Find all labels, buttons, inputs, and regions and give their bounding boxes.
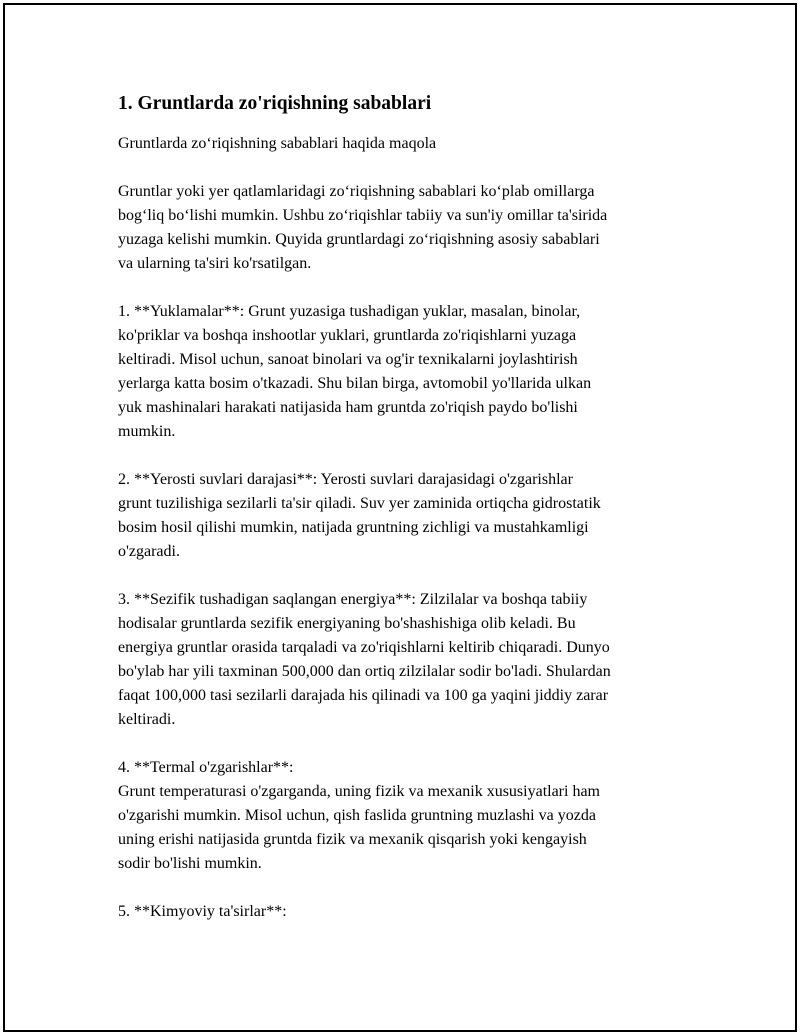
section-2-paragraph: 2. **Yerosti suvlari darajasi**: Yerosti suvlari darajasidagi o'zgarishlar grunt tuzilishiga sezilarli ta'sir qiladi. Suv yer zaminida ortiqcha gidrostatik bosim hosil qilishi mumkin, natijada gruntning zichligi va mustahkamligi o'zgaradi. [118, 471, 601, 560]
section-3-paragraph: 3. **Sezifik tushadigan saqlangan energiya**: Zilzilalar va boshqa tabiiy hodisalar gruntlarda sezifik energiyaning bo'shashishiga olib keladi. Bu energiya gruntlar orasida tarqaladi va zo'riqishlarni keltirib chiqaradi. Dunyo bo'ylab har yili taxminan 500,000 dan ortiq zilzilalar sodir bo'ladi. Shulardan faqat 100,000 tasi sezilarli darajada his qilinadi va 100 ga yaqini jiddiy zarar keltiradi. [118, 591, 611, 728]
document-subtitle: Gruntlarda zo‘riqishning sabablari haqida maqola [118, 135, 437, 152]
section-1-paragraph: 1. **Yuklamalar**: Grunt yuzasiga tushadigan yuklar, masalan, binolar, ko'priklar va boshqa inshootlar yuklari, gruntlarda zo'riqishlarni yuzaga keltiradi. Misol uchun, sanoat binolari va og'ir texnikalarni joylashtirish yerlarga katta bosim o'tkazadi. Shu bilan birga, avtomobil yo'llarida ulkan yuk mashinalari harakati natijasida ham gruntda zo'riqish paydo bo'lishi mumkin. [118, 303, 592, 440]
document-body [118, 91, 688, 948]
section-5-paragraph: 5. **Kimyoviy ta'sirlar**: [118, 903, 287, 920]
intro-paragraph: Gruntlar yoki yer qatlamlaridagi zo‘riqishning sabablari ko‘plab omillarga bog‘liq bo‘lishi mumkin. Ushbu zo‘riqishlar tabiiy va sun'iy omillar ta'sirida yuzaga kelishi mumkin. Quyida gruntlardagi zo‘riqishning asosiy sabablari va ularning ta'siri ko'rsatilgan. [118, 183, 608, 272]
document-title: 1. Gruntlarda zo'riqishning sabablari [118, 93, 432, 114]
section-4-paragraph: 4. **Termal o'zgarishlar**: Grunt temperaturasi o'zgarganda, uning fizik va mexanik xususiyatlari ham o'zgarishi mumkin. Misol uchun, qish faslida gruntning muzlashi va yozda uning erishi natijasida gruntda fizik va mexanik qisqarish yoki kengayish sodir bo'lishi mumkin. [118, 759, 600, 872]
